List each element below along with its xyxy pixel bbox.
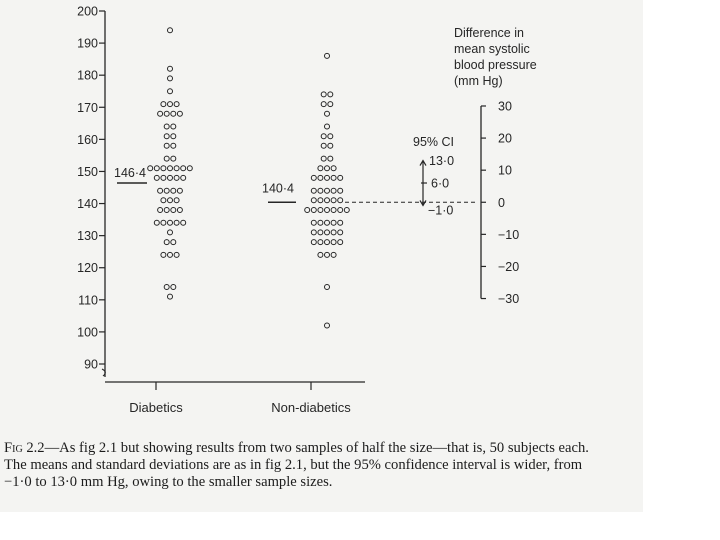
data-point [338, 198, 343, 203]
data-point [331, 208, 336, 213]
data-point [331, 198, 336, 203]
data-point [158, 208, 163, 213]
data-point [338, 230, 343, 235]
data-point [171, 240, 176, 245]
difference-tick-label: 0 [498, 195, 505, 210]
y-tick-label: 200 [77, 4, 98, 19]
ci-upper-label: 13·0 [429, 154, 455, 169]
data-point [174, 198, 179, 203]
data-point [168, 89, 173, 94]
data-point [154, 175, 159, 180]
data-point [331, 188, 336, 193]
data-point [171, 208, 176, 213]
data-point [154, 220, 159, 225]
data-point [328, 92, 333, 97]
data-point [171, 285, 176, 290]
data-point [331, 166, 336, 171]
data-point [177, 111, 182, 116]
data-point [158, 188, 163, 193]
data-point [181, 220, 186, 225]
y-tick-label: 170 [77, 100, 98, 115]
data-point [344, 208, 349, 213]
difference-tick-label: −10 [498, 227, 520, 242]
figure-label: Fig 2.2 [4, 440, 45, 456]
data-point [311, 198, 316, 203]
data-point [325, 188, 330, 193]
data-point [164, 124, 169, 129]
difference-tick-label: 20 [498, 131, 512, 146]
data-point [174, 220, 179, 225]
data-point [171, 111, 176, 116]
data-point [318, 188, 323, 193]
data-point [325, 166, 330, 171]
data-point [158, 111, 163, 116]
data-point [168, 28, 173, 33]
data-point [161, 102, 166, 107]
y-tick-label: 160 [77, 132, 98, 147]
data-point [181, 166, 186, 171]
ci-estimate-label: 6·0 [431, 176, 450, 191]
data-point [328, 102, 333, 107]
data-point [325, 175, 330, 180]
data-point [181, 175, 186, 180]
data-point [161, 175, 166, 180]
data-point [318, 198, 323, 203]
data-point [168, 294, 173, 299]
figure-caption [4, 440, 604, 491]
confidence-interval [413, 135, 454, 217]
difference-axis [454, 26, 537, 306]
data-point [331, 252, 336, 257]
y-tick-label: 190 [77, 36, 98, 51]
data-point [168, 76, 173, 81]
data-point [325, 53, 330, 58]
data-point [154, 166, 159, 171]
data-point [161, 220, 166, 225]
data-point [168, 252, 173, 257]
data-point [174, 252, 179, 257]
difference-tick-label: 10 [498, 163, 512, 178]
data-point [174, 166, 179, 171]
data-point [311, 188, 316, 193]
x-category-label: Diabetics [129, 400, 183, 415]
data-point [328, 143, 333, 148]
x-category-label: Non-diabetics [271, 400, 351, 415]
difference-axis-title-line: (mm Hg) [454, 74, 503, 88]
data-point [325, 198, 330, 203]
data-point [171, 156, 176, 161]
data-point [148, 166, 153, 171]
y-tick-label: 180 [77, 68, 98, 83]
data-point [177, 188, 182, 193]
data-point [311, 240, 316, 245]
data-point [171, 134, 176, 139]
data-point [325, 124, 330, 129]
data-point [321, 143, 326, 148]
data-point [338, 188, 343, 193]
data-point [325, 230, 330, 235]
data-point [318, 240, 323, 245]
data-point [161, 166, 166, 171]
y-tick-label: 110 [78, 293, 98, 308]
difference-tick-label: −20 [498, 259, 520, 274]
data-point [325, 208, 330, 213]
data-point [321, 92, 326, 97]
y-tick-label: 120 [77, 261, 98, 276]
data-point [338, 208, 343, 213]
mean-label-non-diabetics: 140·4 [262, 181, 294, 196]
data-point [318, 166, 323, 171]
data-point [187, 166, 192, 171]
data-point [168, 166, 173, 171]
data-point [338, 240, 343, 245]
data-point [174, 175, 179, 180]
data-point [161, 198, 166, 203]
caption-text: —As fig 2.1 but showing results from two samples of half the size—that is, 50 subjects each. The means and standard deviations are as in fig 2.1, but the 95% confidence interval is wider, from −1·0 to 13·0 mm Hg, owing to the smaller sample sizes. [4, 440, 589, 490]
data-point [164, 156, 169, 161]
difference-axis-title-line: blood pressure [454, 58, 537, 72]
x-axis-categories [129, 382, 351, 415]
y-tick-label: 130 [77, 229, 98, 244]
data-point [325, 220, 330, 225]
data-point [161, 252, 166, 257]
data-point [331, 220, 336, 225]
data-point [171, 143, 176, 148]
mean-label-diabetics: 146·4 [114, 166, 146, 181]
data-point [318, 208, 323, 213]
data-point [331, 240, 336, 245]
data-point [171, 124, 176, 129]
data-point [338, 175, 343, 180]
y-tick-label: 150 [77, 164, 98, 179]
y-tick-label: 140 [77, 197, 98, 212]
data-point [311, 208, 316, 213]
ci-lower-label: −1·0 [428, 203, 454, 218]
data-point [328, 134, 333, 139]
difference-axis-title-line: Difference in [454, 26, 524, 40]
data-point [164, 143, 169, 148]
data-point [325, 111, 330, 116]
data-point [318, 220, 323, 225]
data-point [164, 240, 169, 245]
data-point [174, 102, 179, 107]
data-point [168, 198, 173, 203]
data-point [164, 111, 169, 116]
data-point [171, 188, 176, 193]
data-point [318, 175, 323, 180]
difference-axis-title-line: mean systolic [454, 42, 530, 56]
data-point [331, 175, 336, 180]
data-point [325, 252, 330, 257]
y-tick-label: 90 [84, 357, 98, 372]
data-point [311, 220, 316, 225]
data-point [177, 208, 182, 213]
data-point [331, 230, 336, 235]
data-point [168, 66, 173, 71]
data-point [305, 208, 310, 213]
data-point [164, 134, 169, 139]
data-point [325, 285, 330, 290]
difference-tick-label: 30 [498, 99, 512, 114]
data-point [168, 220, 173, 225]
data-point [338, 220, 343, 225]
data-point [311, 175, 316, 180]
data-point [321, 134, 326, 139]
data-point [325, 323, 330, 328]
ci-title: 95% CI [413, 135, 454, 149]
data-point [164, 208, 169, 213]
data-point [164, 188, 169, 193]
data-point [325, 240, 330, 245]
data-point [318, 252, 323, 257]
data-point [168, 230, 173, 235]
data-point [311, 230, 316, 235]
data-point [168, 175, 173, 180]
data-point [168, 102, 173, 107]
dot-plot-points [148, 28, 350, 328]
data-point [318, 230, 323, 235]
data-point [164, 285, 169, 290]
data-point [321, 102, 326, 107]
difference-tick-label: −30 [498, 292, 520, 307]
y-tick-label: 100 [77, 325, 98, 340]
data-point [328, 156, 333, 161]
data-point [321, 156, 326, 161]
